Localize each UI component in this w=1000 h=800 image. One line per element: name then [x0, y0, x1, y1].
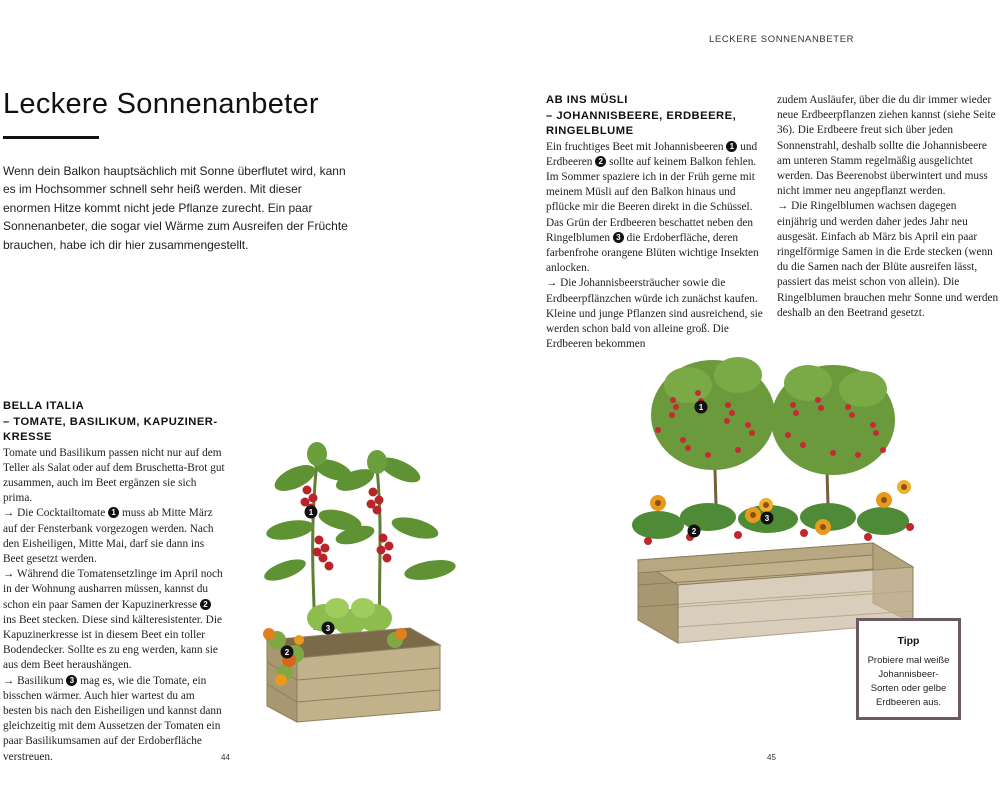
title-rule — [3, 136, 99, 139]
number-marker-3: 3 — [66, 675, 77, 686]
bella-text: → Während die Tomatensetzlinge im April noch in der Wohnung ausharren müssen, kannst du schon ein paar Samen der Kapuzinerkresse — [3, 568, 223, 611]
bella-paragraph-1: Tomate und Basilikum passen nicht nur auf dem Teller als Salat oder auf dem Bruschetta-Brot gut zusammen, auch im Beet ergänzen sie sich prima. — [3, 446, 225, 505]
illustration-marker-2 — [281, 646, 294, 659]
bella-italia-section — [3, 399, 225, 765]
tomato-bed-illustration — [255, 440, 470, 725]
illustration-marker-1 — [695, 401, 708, 414]
illustration-marker-3 — [322, 622, 335, 635]
marker-label: 2 — [691, 527, 697, 536]
muesli-heading-line-1: AB INS MÜSLI — [546, 94, 628, 106]
marker-label: 3 — [325, 624, 331, 633]
bella-heading-line-3: KRESSE — [3, 431, 53, 443]
muesli-body — [546, 140, 769, 353]
page-title: Leckere Sonnenanbeter — [3, 88, 319, 120]
tomato-foliage — [262, 442, 458, 585]
bella-paragraph-4 — [3, 674, 225, 765]
muesli-continued — [777, 93, 999, 321]
wooden-raised-bed — [267, 628, 440, 722]
bella-heading-line-1: BELLA ITALIA — [3, 400, 85, 412]
marker-label: 1 — [698, 403, 704, 412]
tomato-stem — [313, 460, 317, 630]
marker-label: 1 — [308, 508, 314, 517]
marker-label: 2 — [284, 648, 290, 657]
bella-body — [3, 446, 225, 765]
bella-text: mag es, wie die Tomate, ein bisschen wärmer. Auch hier wartest du am besten bis nach den Eisheiligen und kannst dann gleichzeitig mit dem Aussetzen der Tomaten ein paar Basilikumsamen auf der Erdoberfläche verstreuen. — [3, 674, 222, 763]
muesli-text: und Erdbeeren — [546, 140, 758, 168]
tip-box — [856, 618, 961, 720]
berry-bed-illustration — [628, 345, 928, 645]
illustration-marker-1 — [305, 506, 318, 519]
illustration-marker-2 — [688, 525, 701, 538]
bella-heading-line-2: – TOMATE, BASILIKUM, KAPUZINER- — [3, 415, 218, 428]
bella-paragraph-3 — [3, 567, 225, 673]
number-marker-1: 1 — [726, 141, 737, 152]
muesli-heading-line-2: – JOHANNISBEERE, ERDBEERE, — [546, 109, 737, 122]
bella-text: → Basilikum — [3, 674, 64, 687]
running-head: LECKERE SONNENANBETER — [709, 34, 855, 45]
number-marker-1: 1 — [108, 507, 119, 518]
muesli-text: die Erdoberfläche, deren farbenfrohe orangene Blüten wichtige Insekten anlocken. — [546, 231, 759, 275]
number-marker-2: 2 — [200, 599, 211, 610]
muesli-text: sollte auf keinem Balkon fehlen. Im Sommer spaziere ich in der Früh gerne mit meinem Müsli auf den Balkon hinaus und pflücke mir die Beeren direkt in die Schüssel. Das Grün der Erdbeeren beschattet neben den Ringelblumen — [546, 155, 757, 244]
illustration-marker-3 — [761, 512, 774, 525]
muesli-heading — [546, 93, 769, 140]
page-number-right: 45 — [767, 753, 776, 762]
muesli-paragraph-3: zudem Ausläufer, über die du dir immer wieder neue Erdbeerpflanzen ziehen kannst (siehe Seite 36). Die Erdbeere freut sich über jeden Sonnenstrahl, deshalb sollte die Johannisbeere am unteren Stamm regelmäßig ausgelichtet werden. Das Beerenobst überwintert und muss nicht immer neu angepflanzt werden. — [777, 94, 996, 198]
bella-text: muss ab Mitte März auf der Fensterbank vorgezogen werden. Nach den Eisheiligen, Mitte Mai, darf sie dann ins Beet gesetzt werden. — [3, 507, 214, 565]
number-marker-3: 3 — [613, 232, 624, 243]
bella-text: → Die Cocktailtomate — [3, 507, 106, 520]
muesli-paragraph-4: → Die Ringelblumen wachsen dagegen einjährig und werden daher jedes Jahr neu ausgesät. Einfach ab März bis April ein paar ringelförmige Samen in die Erde stecken (wenn du die Samen nach der Blüte ausreifen lässt, passiert das meist schon von allein). Die Ringelblumen brauchen mehr Sonne und werden deshalb an den Beetrand gesetzt. — [777, 200, 999, 319]
muesli-paragraph-1 — [546, 140, 769, 277]
tip-text: Probiere mal weiße Johannisbeer-Sorten oder gelbe Erdbeeren aus. — [867, 655, 950, 708]
marker-label: 3 — [764, 514, 770, 523]
bella-text: ins Beet stecken. Diese sind kälteresistenter. Die Kapuzinerkresse ist in diesem Beet ein toller Bodendecker. Sollte es zu eng werden, kann sie aus dem Beet heraushängen. — [3, 613, 222, 672]
intro-paragraph: Wenn dein Balkon hauptsächlich mit Sonne überflutet wird, kann es im Hochsommer schnell sehr heiß werden. Mit dieser enormen Hitze kommt nicht jede Pflanze zurecht. Ein paar Sonnenanbeter, die sogar viel Wärme zum Ausreifen der Früchte brauchen, habe ich dir hier zusammengestellt. — [3, 164, 348, 252]
tip-title: Tipp — [897, 635, 920, 647]
muesli-paragraph-2: → Die Johannisbeersträucher sowie die Erdbeerpflänzchen würde ich zunächst kaufen. Kleine und junge Pflanzen sind ausreichend, sie werden schon bald von alleine groß. Die Erdbeeren bekommen — [546, 277, 763, 351]
bella-paragraph-2 — [3, 506, 225, 567]
muesli-heading-line-3: RINGELBLUME — [546, 125, 634, 137]
bella-heading — [3, 399, 225, 446]
page-number-left: 44 — [221, 753, 230, 762]
muesli-section — [546, 93, 769, 352]
muesli-text: Ein fruchtiges Beet mit Johannisbeeren — [546, 140, 724, 153]
number-marker-2: 2 — [595, 156, 606, 167]
